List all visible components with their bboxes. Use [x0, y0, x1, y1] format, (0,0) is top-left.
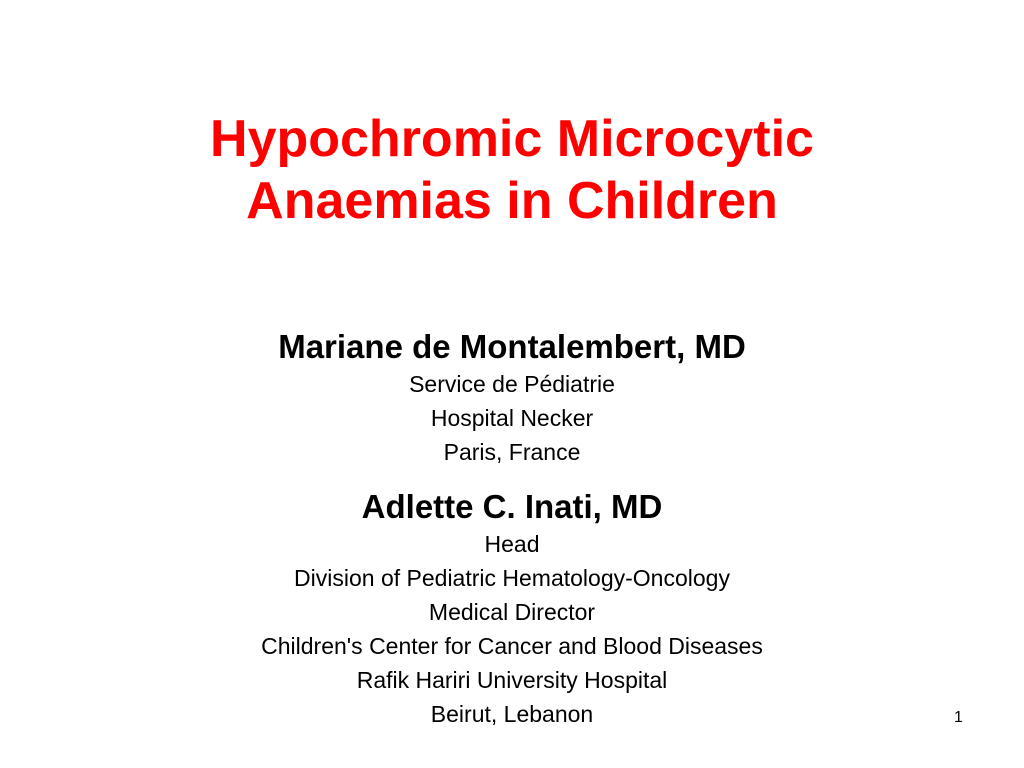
author-block-1	[0, 327, 1024, 469]
slide-title-line-1: Hypochromic Microcytic	[210, 110, 814, 168]
affiliation-line: Division of Pediatric Hematology-Oncology	[294, 565, 730, 591]
affiliation-line: Medical Director	[428, 599, 596, 625]
affiliation-line: Rafik Hariri University Hospital	[356, 667, 668, 693]
page-number: 1	[954, 709, 963, 726]
affiliation-line: Hospital Necker	[430, 405, 594, 431]
author-name: Adlette C. Inati, MD	[361, 488, 663, 525]
affiliation-line: Head	[484, 531, 540, 557]
slide-title	[0, 108, 1024, 232]
affiliation-line: Paris, France	[443, 439, 581, 465]
author-block-2	[0, 487, 1024, 731]
affiliation-line: Beirut, Lebanon	[430, 701, 594, 727]
affiliation-line: Service de Pédiatrie	[409, 371, 615, 397]
affiliation-line: Children's Center for Cancer and Blood Diseases	[261, 633, 763, 659]
slide-title-line-2: Anaemias in Children	[246, 172, 778, 230]
author-name: Mariane de Montalembert, MD	[278, 328, 746, 365]
